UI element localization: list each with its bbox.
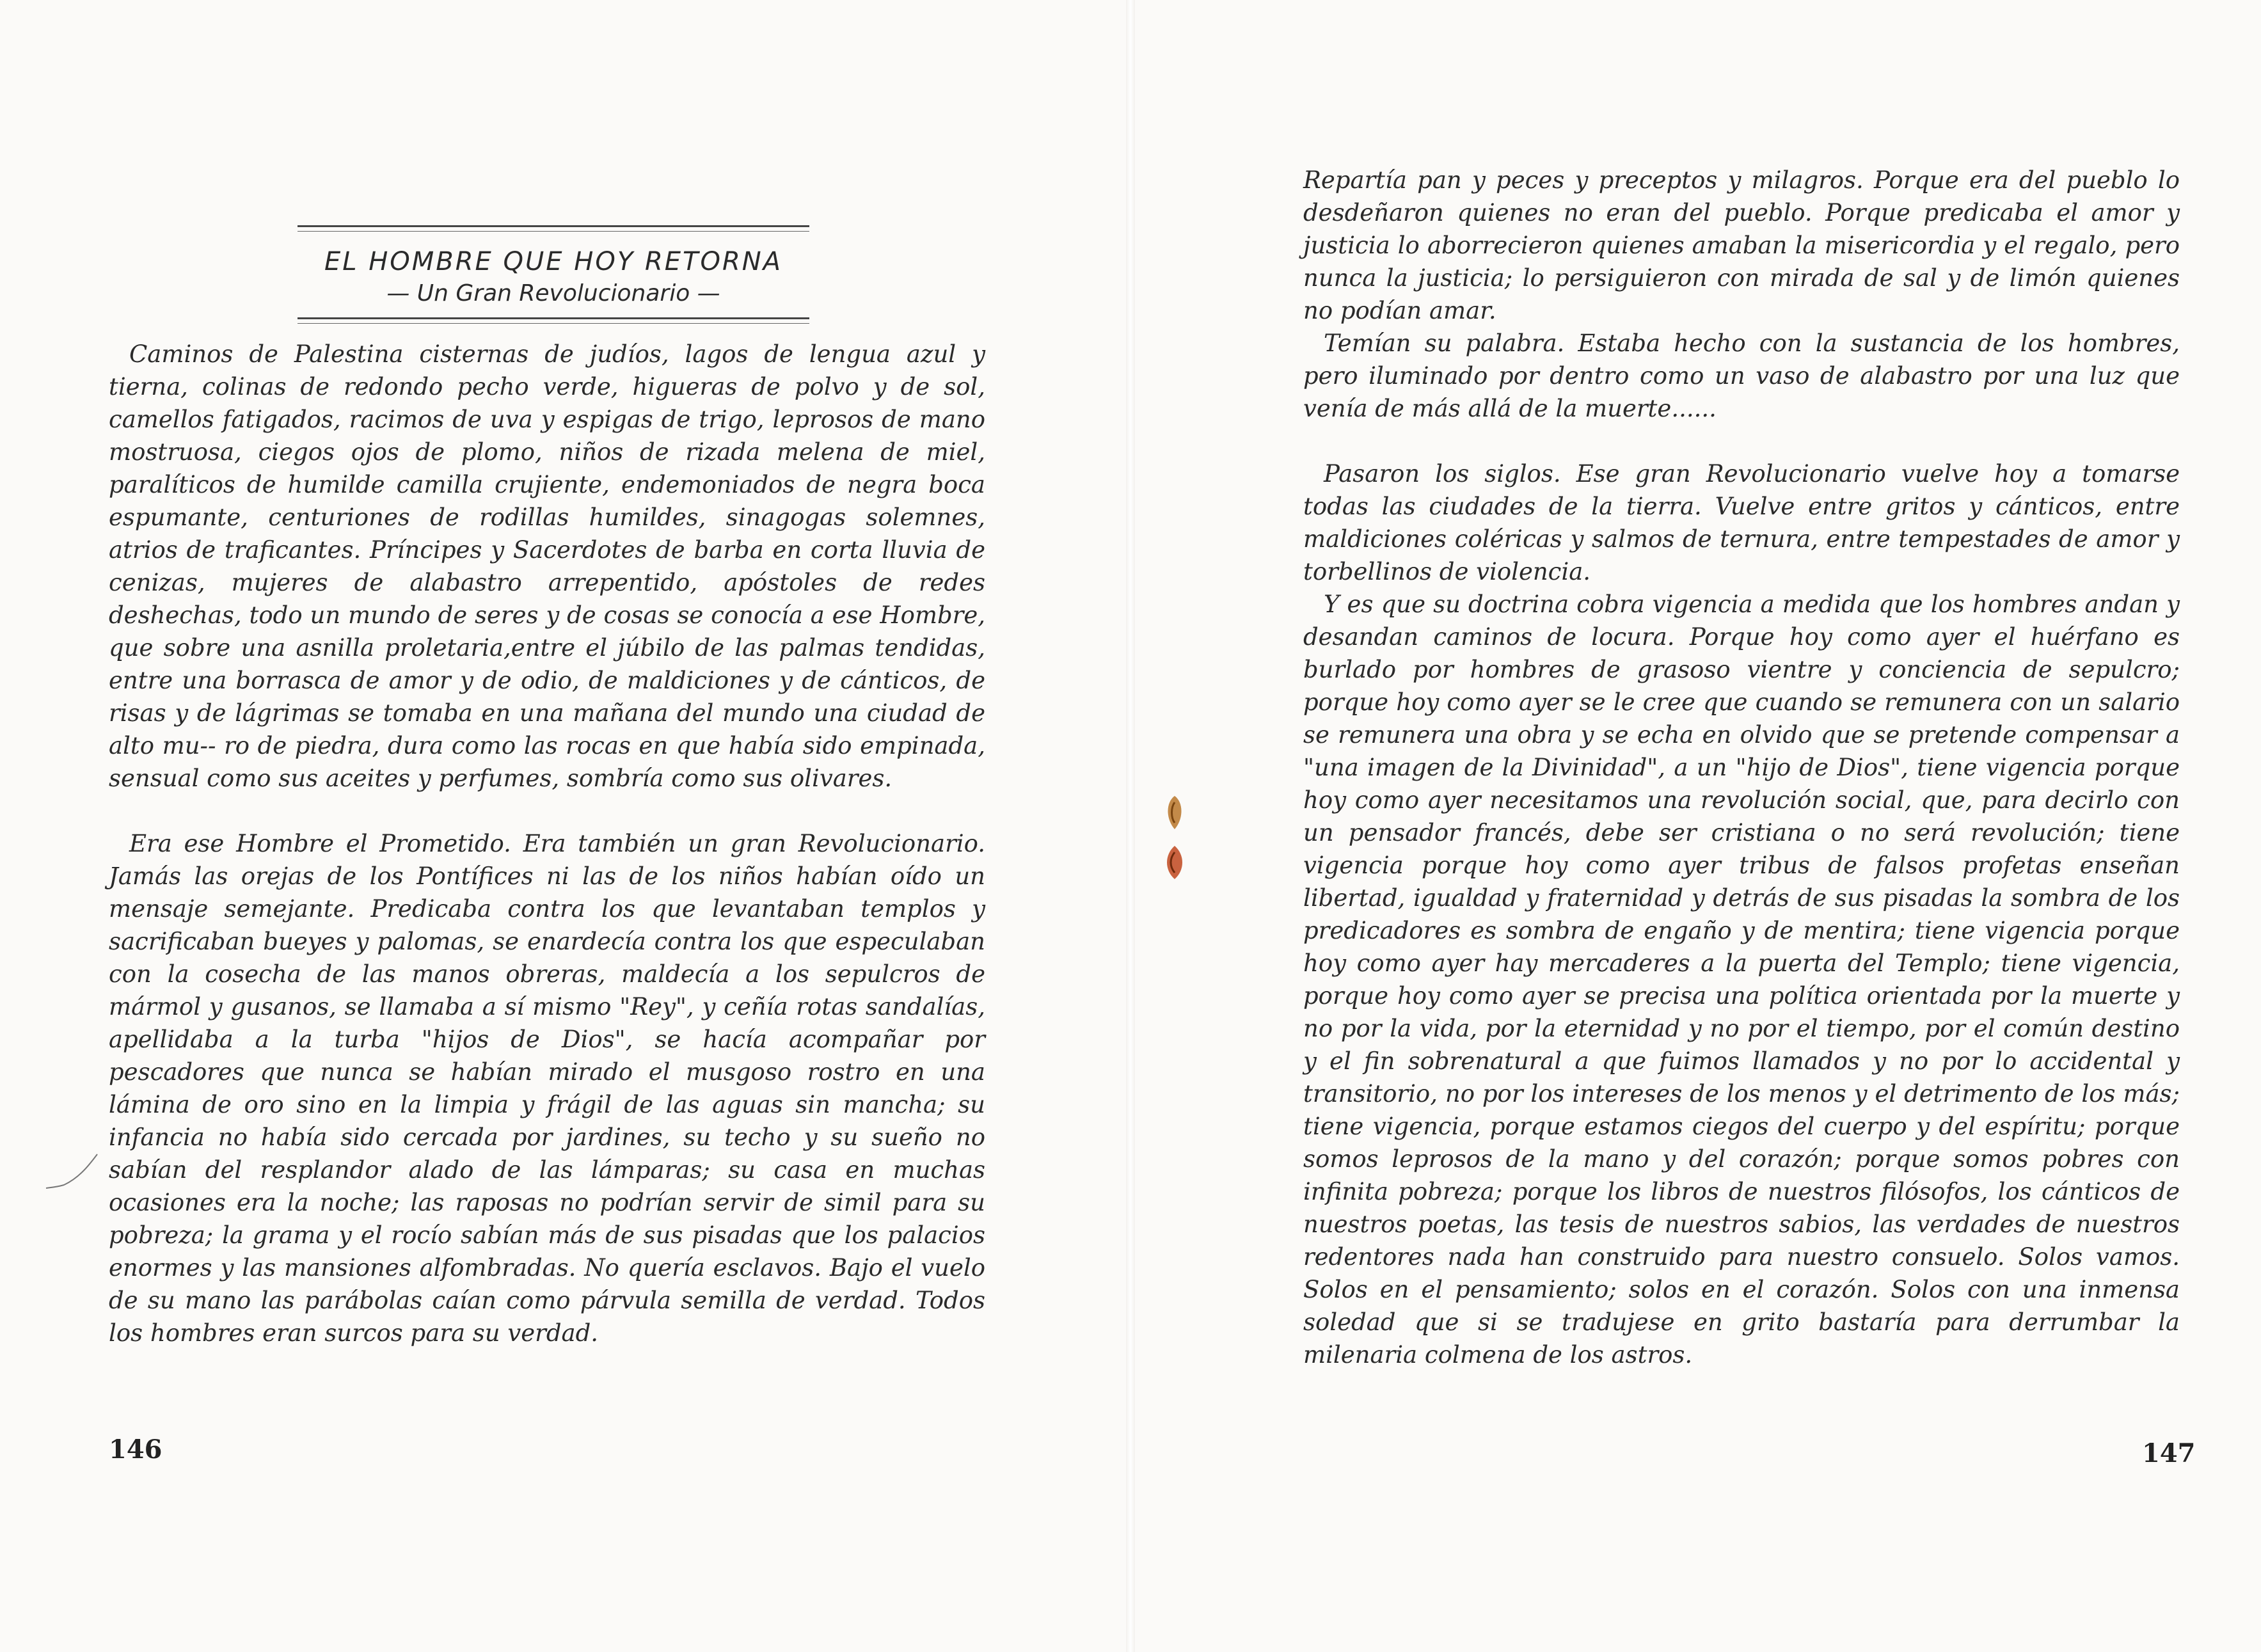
chapter-subtitle: — Un Gran Revolucionario — [386, 280, 720, 306]
right-paragraph-2: Temían su palabra. Estaba hecho con la sustancia de los hombres, pero iluminado por dentro como un vaso de alabastro por una luz que venía de más allá de la muerte...... [1303, 330, 2180, 422]
left-paragraph-1: Caminos de Palestina cisternas de judíos, lagos de lengua azul y tierna, colinas de redondo pecho verde, higueras de polvo y de sol, camellos fatigados, racimos de uva y espigas de trigo, leprosos de mano mostruosa, ciegos ojos de plomo, niños de rizada melena de miel, paralíticos de humilde camilla crujiente, endemoniados de negra boca espumante, centuriones de rodillas humildes, sinagogas solemnes, atrios de traficantes. Príncipes y Sacerdotes de barba en corta lluvia de cenizas, mujeres de alabastro arrepentido, apóstoles de redes deshechas, todo un mundo de seres y de cosas se conocía a ese Hombre, que sobre una asnilla proletaria,entre el júbilo de las palmas tendidas, entre una borrasca de amor y de odio, de maldiciones y de cánticos, de risas y de lágrimas se tomaba en una mañana del mundo una ciudad de alto mu-- ro de piedra, dura como las rocas en que había sido empinada, sensual como sus aceites y perfumes, sombría como sus olivares. [109, 340, 985, 792]
bottom-rule [298, 317, 809, 324]
page-number-left: 146 [109, 1434, 163, 1465]
right-page [1130, 0, 2261, 1652]
pencil-mark-icon [45, 1152, 102, 1190]
left-text-column [109, 338, 985, 1349]
right-paragraph-3: Pasaron los siglos. Ese gran Revolucionario vuelve hoy a tomarse todas las ciudades de la tierra. Vuelve entre gritos y cánticos, entre maldiciones coléricas y salmos de ternura, entre tempestades de amor y torbellinos de violencia. [1303, 460, 2180, 585]
top-rule [298, 225, 809, 232]
page-number-right: 147 [2142, 1438, 2196, 1468]
chapter-heading [298, 225, 809, 324]
left-page [0, 0, 1130, 1652]
left-paragraph-2: Era ese Hombre el Prometido. Era también un gran Revolucionario. Jamás las orejas de los Pontífices ni las de los niños habían oído un mensaje semejante. Predicaba contra los que levantaban templos y sacrificaban bueyes y palomas, se enardecía contra los que especulaban con la cosecha de las manos obreras, maldecía a los sepulcros de mármol y gusanos, se llamaba a sí mismo "Rey", y ceñía rotas sandalías, apellidaba a la turba "hijos de Dios", se hacía acompañar por pescadores que nunca se habían mirado el musgoso rostro en una lámina de oro sino en la limpia y frágil de las aguas sin mancha; su infancia no había sido cercada por jardines, su techo y su sueño no sabían del resplandor alado de las lámparas; su casa en muchas ocasiones era la noche; las raposas no podrían servir de simil para su pobreza; la grama y el rocío sabían más de sus pisadas que los palacios enormes y las mansiones alfombradas. No quería esclavos. Bajo el vuelo de su mano las parábolas caían como párvula semilla de verdad. Todos los hombres eran surcos para su verdad. [109, 830, 985, 1347]
right-paragraph-1: Repartía pan y peces y preceptos y milagros. Porque era del pueblo lo desdeñaron quienes no eran del pueblo. Porque predicaba el amor y justicia lo aborrecieron quienes amaban la misericordia y el regalo, pero nunca la justicia; lo persiguieron con mirada de sal y de limón quienes no podían amar. [1303, 166, 2180, 324]
chapter-title: EL HOMBRE QUE HOY RETORNA [324, 247, 783, 276]
right-text-column [1303, 164, 2180, 1371]
right-paragraph-4: Y es que su doctrina cobra vigencia a medida que los hombres andan y desandan caminos de locura. Porque hoy como ayer el huérfano es burlado por hombres de grasoso vientre y conciencia de sepulcro; porque hoy como ayer se le cree que cuando se remunera con un salario se remunera una obra y se echa en olvido que se pretende compensar a "una imagen de la Divinidad", a un "hijo de Dios", tiene vigencia porque hoy como ayer necesitamos una revolución social, que, para decirlo con un pensador francés, debe ser cristiana o no será revolución; tiene vigencia porque hoy como ayer tribus de falsos profetas enseñan libertad, igualdad y fraternidad y detrás de sus pisadas la sombra de los predicadores es sombra de engaño y de mentira; tiene vigencia porque hoy como ayer hay mercaderes a la puerta del Templo; tiene vigencia, porque hoy como ayer se precisa una política orientada por la muerte y no por la vida, por la eternidad y no por el tiempo, por el común destino y el fin sobrenatural a que fuimos llamados y no por lo accidental y transitorio, no por los intereses de los menos y el detrimento de los más; tiene vigencia, porque estamos ciegos del cuerpo y del espíritu; porque somos leprosos de la mano y del corazón; porque somos pobres con infinita pobreza; porque los libros de nuestros filósofos, los cánticos de nuestros poetas, las tesis de nuestros sabios, las verdades de nuestros redentores nada han construido para nuestro consuelo. Solos vamos. Solos en el pensamiento; solos en el corazón. Solos con una inmensa soledad que si se tradujese en grito bastaría para derrumbar la milenaria colmena de los astros. [1303, 591, 2180, 1369]
